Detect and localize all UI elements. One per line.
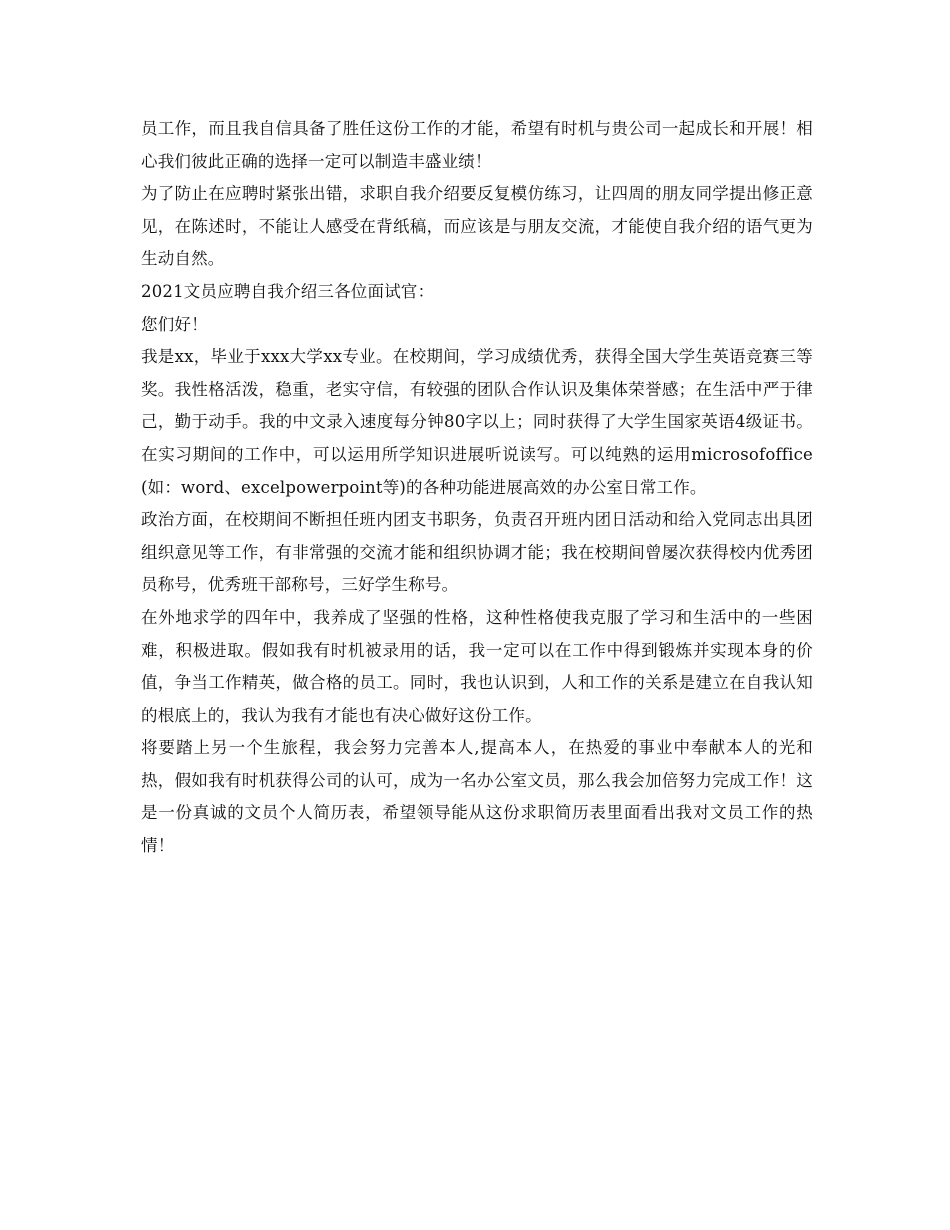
paragraph-2: 为了防止在应聘时紧张出错，求职自我介绍要反复模仿练习，让四周的朋友同学提出修正意见，在陈述时，不能让人感受在背纸稿，而应该是与朋友交流，才能使自我介绍的语气更为生动自然。 [141, 184, 813, 269]
paragraph-1: 员工作，而且我自信具备了胜任这份工作的才能，希望有时机与贵公司一起成长和开展！相心我们彼此正确的选择一定可以制造丰盛业绩！ [141, 119, 813, 171]
paragraph-8: 将要踏上另一个生旅程，我会努力完善本人,提高本人，在热爱的事业中奉献本人的光和热，假如我有时机获得公司的认可，成为一名办公室文员，那么我会加倍努力完成工作！这是一份真诚的文员个人简历表，希望领导能从这份求职简历表里面看出我对文员工作的热情！ [141, 738, 813, 856]
paragraph-6: 政治方面，在校期间不断担任班内团支书职务，负责召开班内团日活动和给入党同志出具团组织意见等工作，有非常强的交流才能和组织协调才能；我在校期间曾屡次获得校内优秀团员称号，优秀班干部称号，三好学生称号。 [141, 510, 813, 595]
document-body [141, 113, 813, 863]
paragraph-7: 在外地求学的四年中，我养成了坚强的性格，这种性格使我克服了学习和生活中的一些困难，积极进取。假如我有时机被录用的话，我一定可以在工作中得到锻炼并实现本身的价值，争当工作精英，做合格的员工。同时，我也认识到，人和工作的关系是建立在自我认知的根底上的，我认为我有才能也有决心做好这份工作。 [141, 607, 813, 725]
paragraph-3: 2021文员应聘自我介绍三各位面试官： [141, 281, 435, 301]
paragraph-5: 我是xx，毕业于xxx大学xx专业。在校期间，学习成绩优秀，获得全国大学生英语竞赛三等奖。我性格活泼，稳重，老实守信，有较强的团队合作认识及集体荣誉感；在生活中严于律己，勤于动手。我的中文录入速度每分钟80字以上；同时获得了大学生国家英语4级证书。在实习期间的工作中，可以运用所学知识进展听说读写。可以纯熟的运用microsofoffice(如：word、excelpowerpoint等)的各种功能进展高效的办公室日常工作。 [141, 347, 813, 497]
paragraph-4: 您们好！ [141, 314, 208, 334]
